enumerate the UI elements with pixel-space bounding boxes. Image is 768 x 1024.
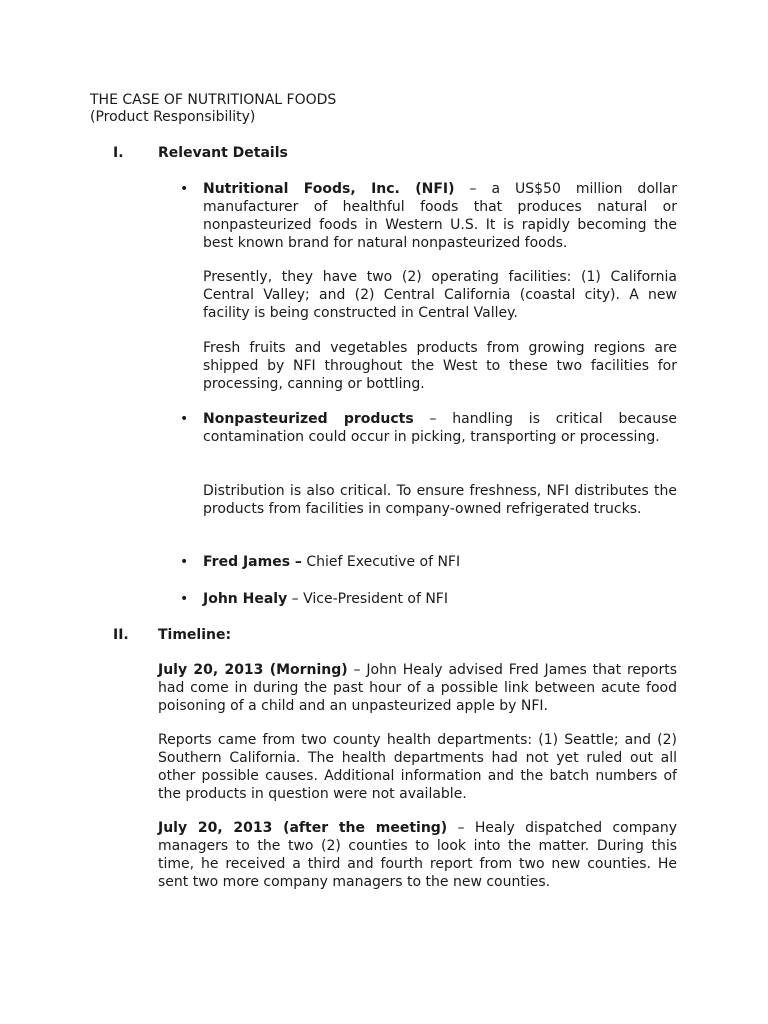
bullet-icon: •	[180, 554, 189, 570]
bullet-text: Chief Executive of NFI	[301, 554, 461, 570]
bullet-text: – handling is critical because contamination could occur in picking, transporting or processing.	[203, 411, 677, 445]
paragraph-facilities: Presently, they have two (2) operating facilities: (1) California Central Valley; and (2) Central California (coastal city). A new facility is being constructed in Central Valley.	[203, 269, 677, 321]
document-subtitle: (Product Responsibility)	[90, 109, 256, 125]
document-title: THE CASE OF NUTRITIONAL FOODS	[90, 92, 337, 108]
bullet-item-fred-james	[203, 553, 677, 571]
bullet-term: John Healy	[203, 591, 288, 607]
timeline-entry-after-meeting	[158, 819, 677, 891]
bullet-icon: •	[180, 411, 189, 427]
bullet-text: – a US$50 million dollar manufacturer of healthful foods that produces natural or nonpasteurized foods in Western U.S. It is rapidly becoming the best known brand for natural nonpasteurized foods.	[203, 181, 677, 251]
timeline-entry-reports: Reports came from two county health departments: (1) Seattle; and (2) Southern California. The health departments had not yet ruled out all other possible causes. Additional information and the batch numbers of the products in question were not available.	[158, 732, 677, 802]
bullet-term: Nutritional Foods, Inc. (NFI)	[203, 181, 455, 197]
bullet-item-john-healy	[203, 590, 677, 608]
bullet-text: – Vice-President of NFI	[287, 591, 448, 607]
timeline-date: July 20, 2013 (after the meeting)	[158, 820, 448, 836]
section-number: II.	[113, 627, 129, 643]
section-title: Timeline:	[158, 627, 232, 643]
bullet-item-nonpasteurized	[203, 410, 677, 446]
timeline-text: – John Healy advised Fred James that reports had come in during the past hour of a possible link between acute food poisoning of a child and an unpasteurized apple by NFI.	[158, 662, 677, 714]
bullet-icon: •	[180, 591, 189, 607]
paragraph-distribution: Distribution is also critical. To ensure freshness, NFI distributes the products from facilities in company-owned refrigerated trucks.	[203, 483, 677, 517]
paragraph-shipping: Fresh fruits and vegetables products from growing regions are shipped by NFI throughout the West to these two facilities for processing, canning or bottling.	[203, 340, 677, 392]
bullet-icon: •	[180, 181, 189, 197]
section-number: I.	[113, 145, 124, 161]
bullet-term: Nonpasteurized products	[203, 411, 414, 427]
timeline-text: – Healy dispatched company managers to the two (2) counties to look into the matter. During this time, he received a third and fourth report from two new counties. He sent two more company managers to the new counties.	[158, 820, 677, 890]
section-title: Relevant Details	[158, 145, 288, 161]
timeline-entry-morning	[158, 661, 677, 715]
bullet-item-nfi	[203, 180, 677, 252]
bullet-term: Fred James –	[203, 554, 302, 570]
timeline-date: July 20, 2013 (Morning)	[158, 662, 348, 678]
